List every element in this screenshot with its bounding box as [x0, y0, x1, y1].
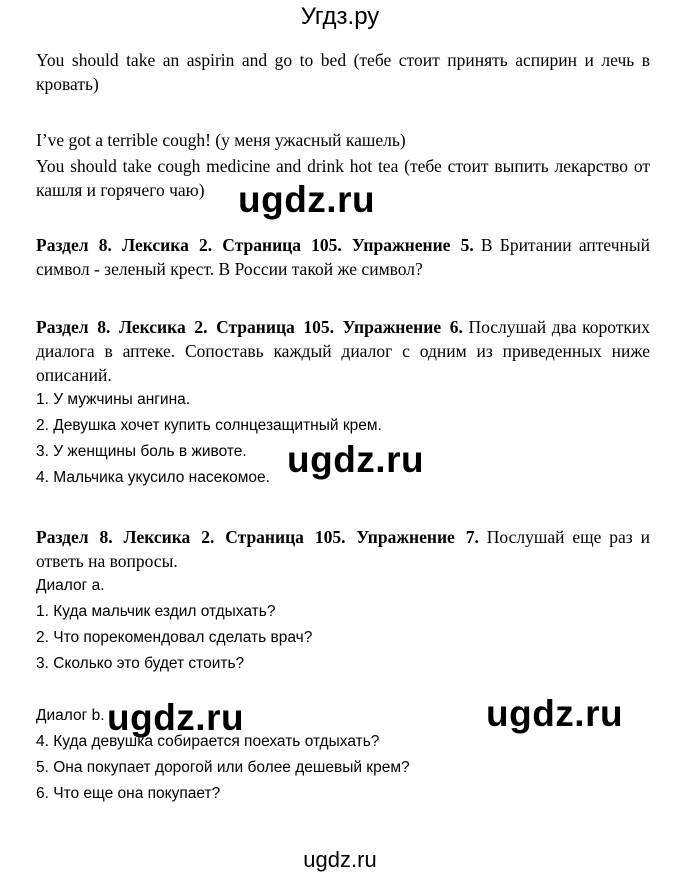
- list-item: 3. У женщины боль в животе.: [36, 443, 247, 460]
- phrase-cough: I’ve got a terrible cough! (у меня ужасный кашель): [36, 130, 406, 150]
- exercise-7-heading: Раздел 8. Лексика 2. Страница 105. Упражнение 7.: [36, 527, 479, 547]
- site-title: Угдз.ру: [300, 3, 380, 30]
- list-item: 1. Куда мальчик ездил отдыхать?: [36, 603, 276, 620]
- exercise-6: [36, 315, 650, 387]
- exercise-5: [36, 233, 650, 281]
- phrase-cough-medicine: You should take cough medicine and drink hot tea (тебе стоит выпить лекарство от кашля и горячего чаю): [36, 156, 650, 200]
- list-item: 3. Сколько это будет стоить?: [36, 655, 245, 672]
- list-item: 1. У мужчины ангина.: [36, 391, 191, 408]
- exercise-7: [36, 525, 650, 573]
- phrase-aspirin: You should take an aspirin and go to bed (тебе стоит принять аспирин и лечь в кровать): [36, 50, 650, 94]
- list-item: 5. Она покупает дорогой или более дешевый крем?: [36, 759, 410, 776]
- watermark: ugdz.ru: [238, 179, 376, 220]
- watermark: ugdz.ru: [287, 439, 425, 480]
- list-item: 2. Что порекомендовал сделать врач?: [36, 629, 313, 646]
- dialog-a: [36, 573, 650, 677]
- watermark: ugdz.ru: [486, 693, 624, 734]
- dialog-a-title: Диалог a.: [36, 577, 105, 594]
- exercise-5-text: В Британии аптечный символ - зеленый крест. В России такой же символ?: [36, 235, 651, 279]
- exercise-6-text: Послушай два коротких диалога в аптеке. Сопоставь каждый диалог с одним из приведенных ниже описаний.: [36, 317, 650, 385]
- list-item: 2. Девушка хочет купить солнцезащитный крем.: [36, 417, 382, 434]
- footer-site-name: ugdz.ru: [303, 847, 377, 872]
- list-item: 6. Что еще она покупает?: [36, 785, 221, 802]
- exercise-6-heading: Раздел 8. Лексика 2. Страница 105. Упражнение 6.: [36, 317, 463, 337]
- watermark: ugdz.ru: [107, 697, 245, 738]
- exercise-5-heading: Раздел 8. Лексика 2. Страница 105. Упражнение 5.: [36, 235, 474, 255]
- exercise-7-text: Послушай еще раз и ответь на вопросы.: [36, 527, 650, 571]
- dialog-b-title: Диалог b.: [36, 707, 105, 724]
- list-item: 4. Куда девушка собирается поехать отдыхать?: [36, 733, 380, 750]
- list-item: 4. Мальчика укусило насекомое.: [36, 469, 270, 486]
